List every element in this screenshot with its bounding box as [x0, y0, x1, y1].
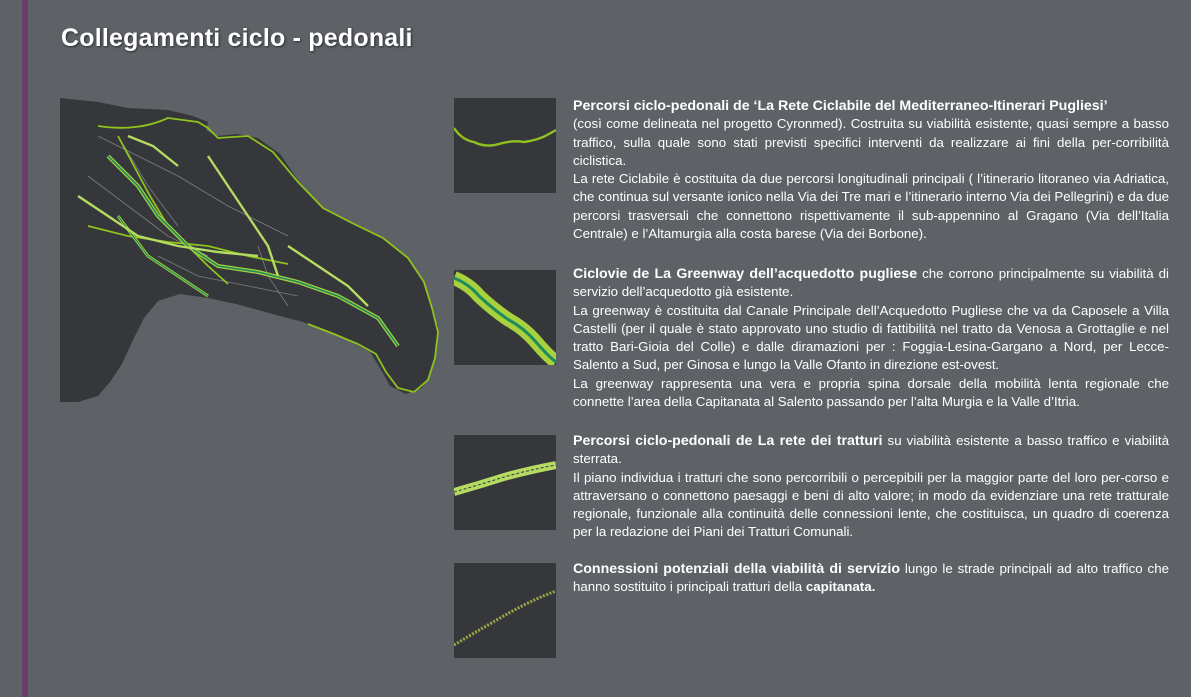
legend-heading-tail: su viabilità esistente a basso traffico e viabilità sterrata. [573, 433, 1169, 467]
legend-text-connessioni [573, 560, 1169, 597]
page-title: Collegamenti ciclo - pedonali [61, 24, 413, 52]
legend-paragraph: (così come delineata nel progetto Cyronmed). Costruita su viabilità esistente, quasi sempre a basso traffico, sulla quale sono stati previsti specifici interventi da realizzare ai fini della per-corribilità ciclistica. [573, 116, 1169, 168]
legend-paragraph: La greenway rappresenta una vera e propria spina dorsale della mobilità lenta regionale che connette l’area della Capitanata al Salento passando per l’alta Murgia e la Valle d’Itria. [573, 375, 1169, 410]
legend-paragraph: La rete Ciclabile è costituita da due percorsi longitudinali principali ( l’itinerario litoraneo via Adriatica, che continua sul versante ionico nella Via dei Tre mari e l’itinerario interno Via dei Pellegrini) e da due percorsi trasversali che connettono rispettivamente il sub-appennino al Gragano (Via dell’Italia Centrale) e l’Altamurgia alla costa barese (Via dei Borbone). [573, 171, 1169, 242]
puglia-map [58, 96, 448, 406]
legend-heading: Percorsi ciclo-pedonali de La rete dei tratturi [573, 433, 883, 449]
legend-swatch-greenway [454, 270, 556, 365]
legend-heading: Percorsi ciclo-pedonali de ‘La Rete Ciclabile del Mediterraneo-Itinerari Pugliesi’ [573, 98, 1108, 114]
region-shape [60, 98, 438, 402]
legend-swatch-tratturi [454, 435, 556, 530]
legend-heading: Ciclovie de La Greenway dell’acquedotto pugliese [573, 266, 918, 282]
legend-heading-tail: che corrono principalmente su viabilità di servizio dell’acquedotto già esistente. [573, 266, 1169, 300]
accent-stripe [22, 0, 28, 697]
legend-text-tratturi [573, 432, 1169, 542]
legend-text-greenway [573, 265, 1169, 411]
legend-heading-tail: lungo le strade principali ad alto traffico che hanno sostituito i principali tratturi della [573, 561, 1169, 595]
legend-text-cyronmed [573, 97, 1169, 243]
legend-swatch-cyronmed [454, 98, 556, 193]
legend-paragraph: La greenway è costituita dal Canale Principale dell’Acquedotto Pugliese che va da Caposele a Villa Castelli (per il quale è stato approvato uno studio di fattibilità nel tratto da Venosa a Grottaglie e nel tratto Bari-Gioia del Colle) e dalle diramazioni per : Foggia-Lesina-Gargano a Nord, per Lecce-Salento a Sud, per Ginosa e lungo la Valle Ofanto in direzione est-ovest. [573, 302, 1169, 373]
legend-paragraph: Il piano individua i tratturi che sono percorribili o percepibili per la maggior parte del loro per-corso e attraversano o connettono paesaggi e beni di alto valore; in modo da evidenziare una rete tratturale regionale, funzionale alla continuità delle connessioni lente, che costituisca, un quadro di coerenza per la redazione dei Piani dei Tratturi Comunali. [573, 469, 1169, 540]
legend-heading: Connessioni potenziali della viabilità di servizio [573, 561, 900, 577]
legend-swatch-connessioni [454, 563, 556, 658]
legend-heading-tail-bold: capitanata. [805, 579, 876, 595]
left-margin-bar [0, 0, 30, 697]
